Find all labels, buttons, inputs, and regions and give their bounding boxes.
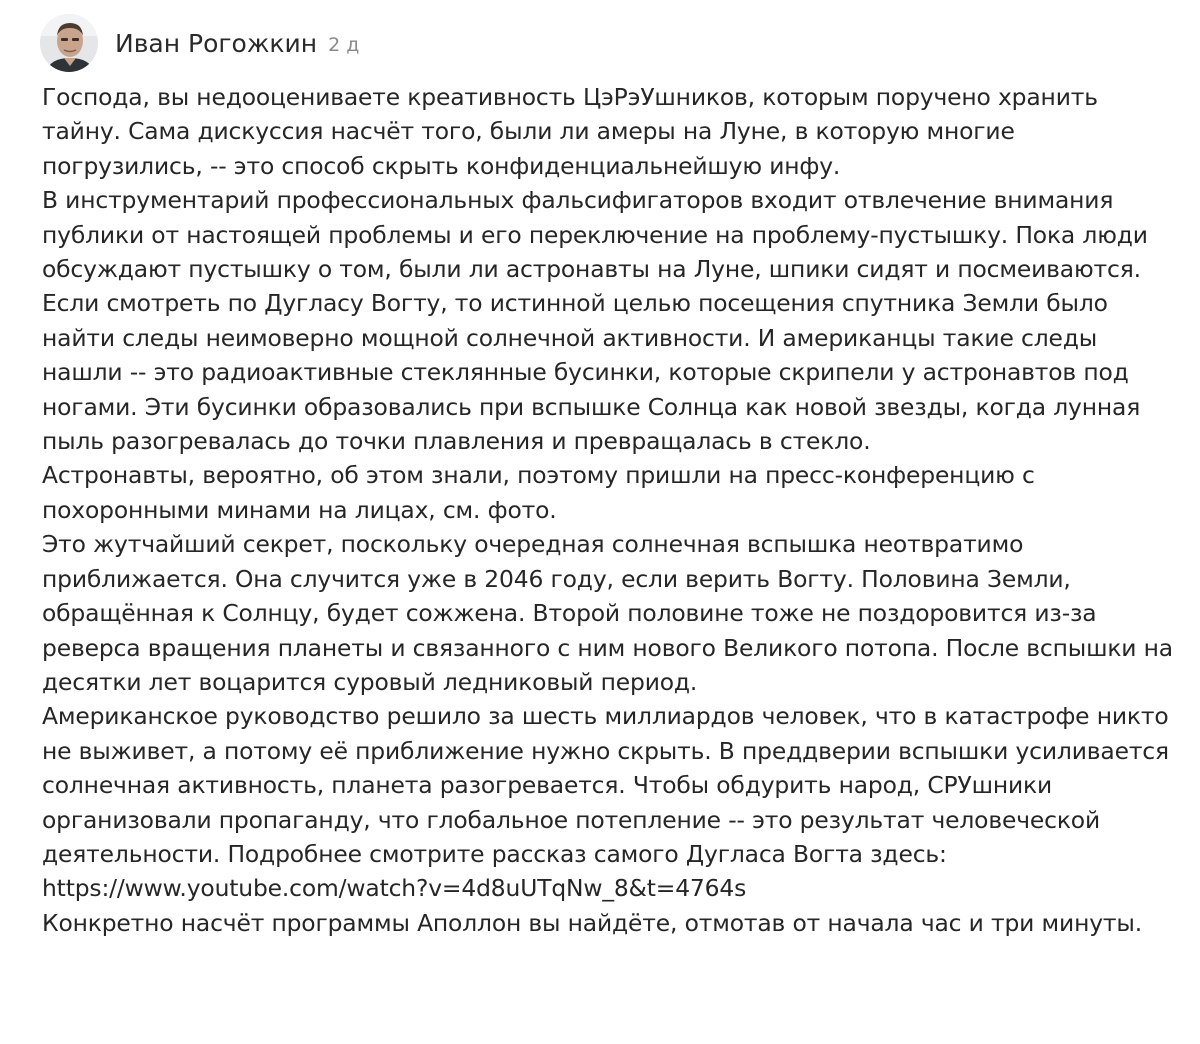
comment-paragraph: Конкретно насчёт программы Аполлон вы найдёте, отмотав от начала час и три минуты.	[42, 908, 1142, 937]
author-name[interactable]: Иван Рогожкин	[115, 28, 318, 58]
comment-body	[42, 80, 1182, 940]
comment-paragraph: Американское руководство решило за шесть миллиардов человек, что в катастрофе никто не выживет, а потому её приближение нужно скрыть. В преддверии вспышки усиливается солнечная активность, планета разогревается. Чтобы обдурить народ, СРУшники организовали пропаганду, что глобальное потепление -- это результат человеческой деятельности. Подробнее смотрите рассказ самого Дугласа Вогта здесь: https://www.youtube.com/watch?v=4d8uUTqNw_8&t=4764s	[42, 702, 1169, 903]
comment-paragraph: Астронавты, вероятно, об этом знали, поэтому пришли на пресс-конференцию с похоронными минами на лицах, см. фото.	[42, 461, 1035, 524]
comment-paragraph: Если смотреть по Дугласу Вогту, то истинной целью посещения спутника Земли было найти следы неимоверно мощной солнечной активности. И американцы такие следы нашли -- это радиоактивные стеклянные бусинки, которые скрипели у астронавтов под ногами. Эти бусинки образовались при вспышке Солнца как новой звезды, когда лунная пыль разогревалась до точки плавления и превращалась в стекло.	[42, 289, 1141, 456]
comment-time: 2 д	[328, 33, 360, 56]
user-photo-icon	[40, 14, 98, 72]
avatar[interactable]	[40, 14, 98, 72]
comment-paragraph: Господа, вы недооцениваете креативность ЦэРэУшников, которым поручено хранить тайну. Сама дискуссия насчёт того, были ли амеры на Луне, в которую многие погрузились, -- это способ скрыть конфиденциальнейшую инфу.	[42, 83, 1098, 180]
comment-paragraph: В инструментарий профессиональных фальсифигаторов входит отвлечение внимания публики от настоящей проблемы и его переключение на проблему-пустышку. Пока люди обсуждают пустышку о том, были ли астронавты на Луне, шпики сидят и посмеиваются.	[42, 186, 1148, 284]
comment-header	[40, 14, 359, 72]
comment-paragraph: Это жутчайший секрет, поскольку очередная солнечная вспышка неотвратимо приближается. Она случится уже в 2046 году, если верить Вогту. Половина Земли, обращённая к Солнцу, будет сожжена. Второй половине тоже не поздоровится из-за реверса вращения планеты и связанного с ним нового Великого потопа. После вспышки на десятки лет воцарится суровый ледниковый период.	[42, 530, 1173, 696]
